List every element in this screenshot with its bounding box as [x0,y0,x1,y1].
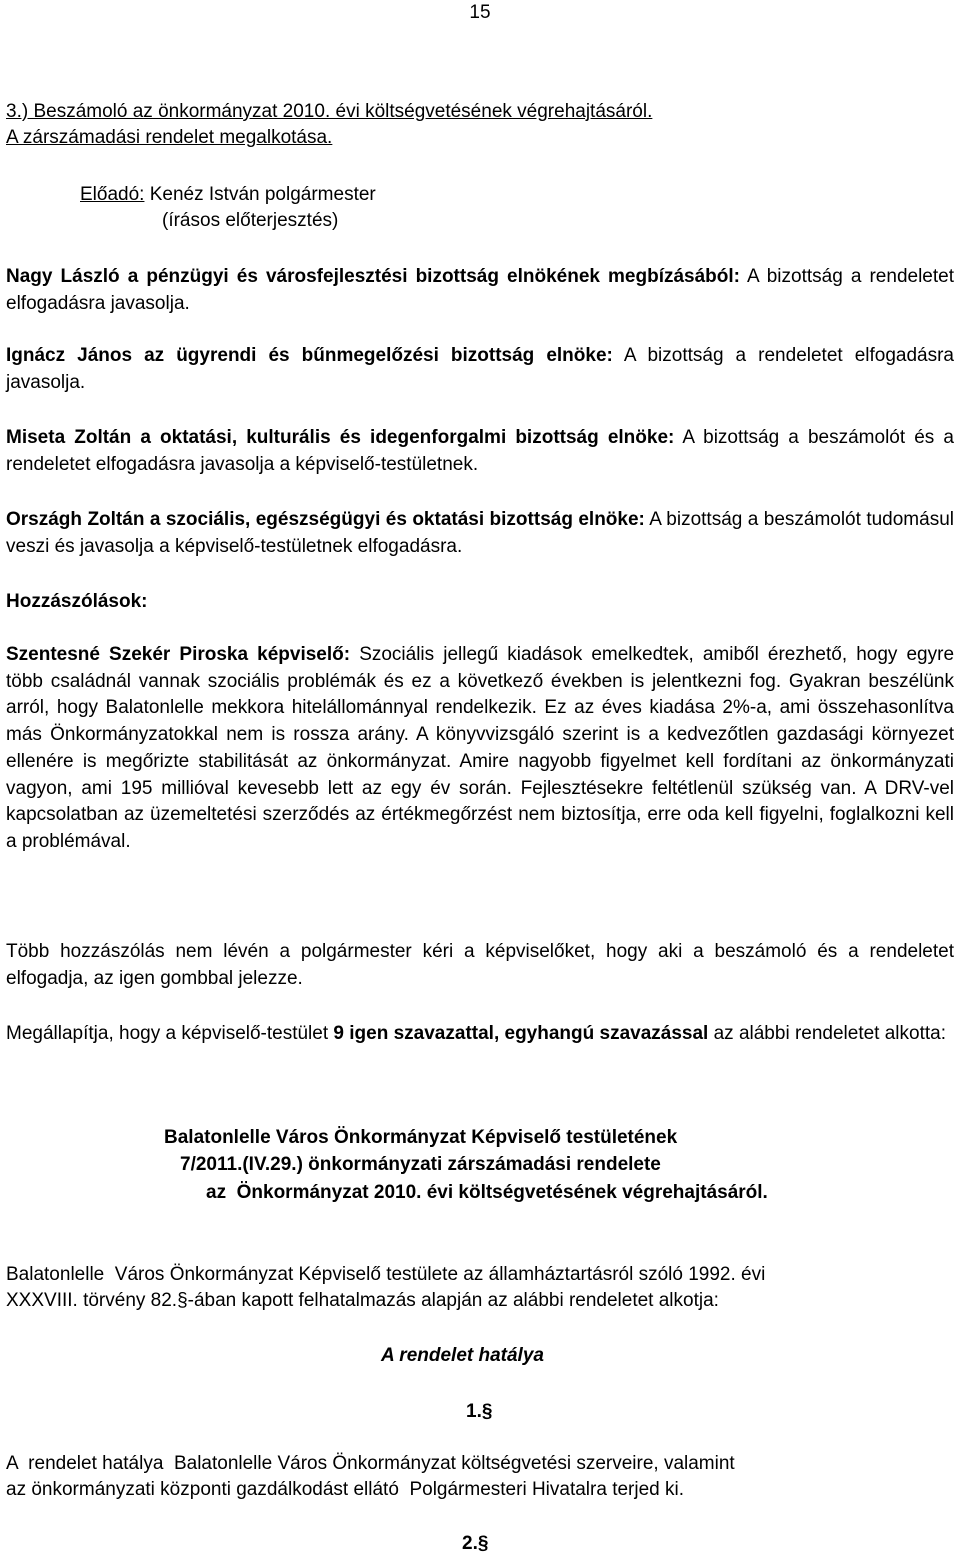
committee-opinion-4: Országh Zoltán a szociális, egészségügyi és oktatási bizottság elnöke: A bizottság a beszámolót tudomásul veszi és javasolja a képviselő-testületnek elfogadásra. [6,509,954,557]
scope-heading: A rendelet hatálya [381,1345,544,1366]
preamble-line2: XXXVIII. törvény 82.§-ában kapott felhatalmazás alapján az alábbi rendeletet alkotja: [6,1290,719,1311]
comment-text: Szociális jellegű kiadások emelkedtek, amiből érezhető, hogy egyre több családnál vannak szociális problémák és ez a következő években is jelentkezni fog. Gyakran beszélünk arról, hogy Balatonlelle mekkora hitelállománnyal rendelkezik. Ez az éves kiadása 2%-a, ami összehasonlítva más Önkormányzatokkal nem is rossza arány. A könyvvizsgáló szerint is a kedvezőtlen gazdasági környezet ellenére is megőrizte stabilitását az önkormányzat. Amire nagyobb figyelmet kell fordítani az önkormányzati vagyon, ami 195 millióval kevesebb lett az egy év során. Fejlesztésekre feltétlenül szükség van. A DRV-vel kapcsolatban az üzemeltetési szerződés az értékmegőrzést nem biztosítja, erre oda kell figyelni, foglalkozni kell a problémával. [6,644,955,852]
comment-paragraph [6,642,954,856]
section-1-text-line1: A rendelet hatálya Balatonlelle Város Önkormányzat költségvetési szerveire, valamint [6,1453,735,1474]
decree-title-line3: az Önkormányzat 2010. évi költségvetésének végrehajtásáról. [206,1182,768,1203]
committee-opinion-2: Ignácz János az ügyrendi és bűnmegelőzési bizottság elnöke: A bizottság a rendeletet elfogadásra javasolja. [6,345,954,393]
comment-speaker: Szentesné Szekér Piroska képviselő: [6,644,351,665]
preamble-line1: Balatonlelle Város Önkormányzat Képviselő testülete az államháztartásról szóló 1992. évi [6,1264,766,1285]
agenda-heading-line1: 3.) Beszámoló az önkormányzat 2010. évi költségvetésének végrehajtásáról. [6,101,653,122]
comments-heading: Hozzászólások: [6,591,148,612]
section-1-text-line2: az önkormányzati központi gazdálkodást ellátó Polgármesteri Hivatalra terjed ki. [6,1479,684,1500]
presenter-note: (írásos előterjesztés) [162,210,339,231]
committee-opinion-1: Nagy László a pénzügyi és városfejlesztési bizottság elnökének megbízásából: A bizottság a rendeletet elfogadásra javasolja. [6,266,954,314]
section-2-number: 2.§ [462,1533,489,1554]
vote-request: Több hozzászólás nem lévén a polgármester kéri a képviselőket, hogy aki a beszámoló és a rendeletet elfogadja, az igen gombbal jelezze. [6,941,954,989]
agenda-heading-line2: A zárszámadási rendelet megalkotása. [6,127,333,148]
presenter-name: Kenéz István polgármester [149,184,376,205]
page-number: 15 [469,2,491,23]
presenter-line [80,182,376,208]
section-1-number: 1.§ [466,1401,493,1422]
decree-title-line2: 7/2011.(IV.29.) önkormányzati zárszámadási rendelete [180,1154,661,1175]
committee-opinion-3: Miseta Zoltán a oktatási, kulturális és idegenforgalmi bizottság elnöke: A bizottság a beszámolót és a rendeletet elfogadásra javasolja a képviselő-testületnek. [6,427,954,475]
decree-title-line1: Balatonlelle Város Önkormányzat Képviselő testületének [164,1127,678,1148]
decision-paragraph: Megállapítja, hogy a képviselő-testület 9 igen szavazattal, egyhangú szavazással az alábbi rendeletet alkotta: [6,1023,946,1044]
presenter-label: Előadó: [80,184,145,205]
